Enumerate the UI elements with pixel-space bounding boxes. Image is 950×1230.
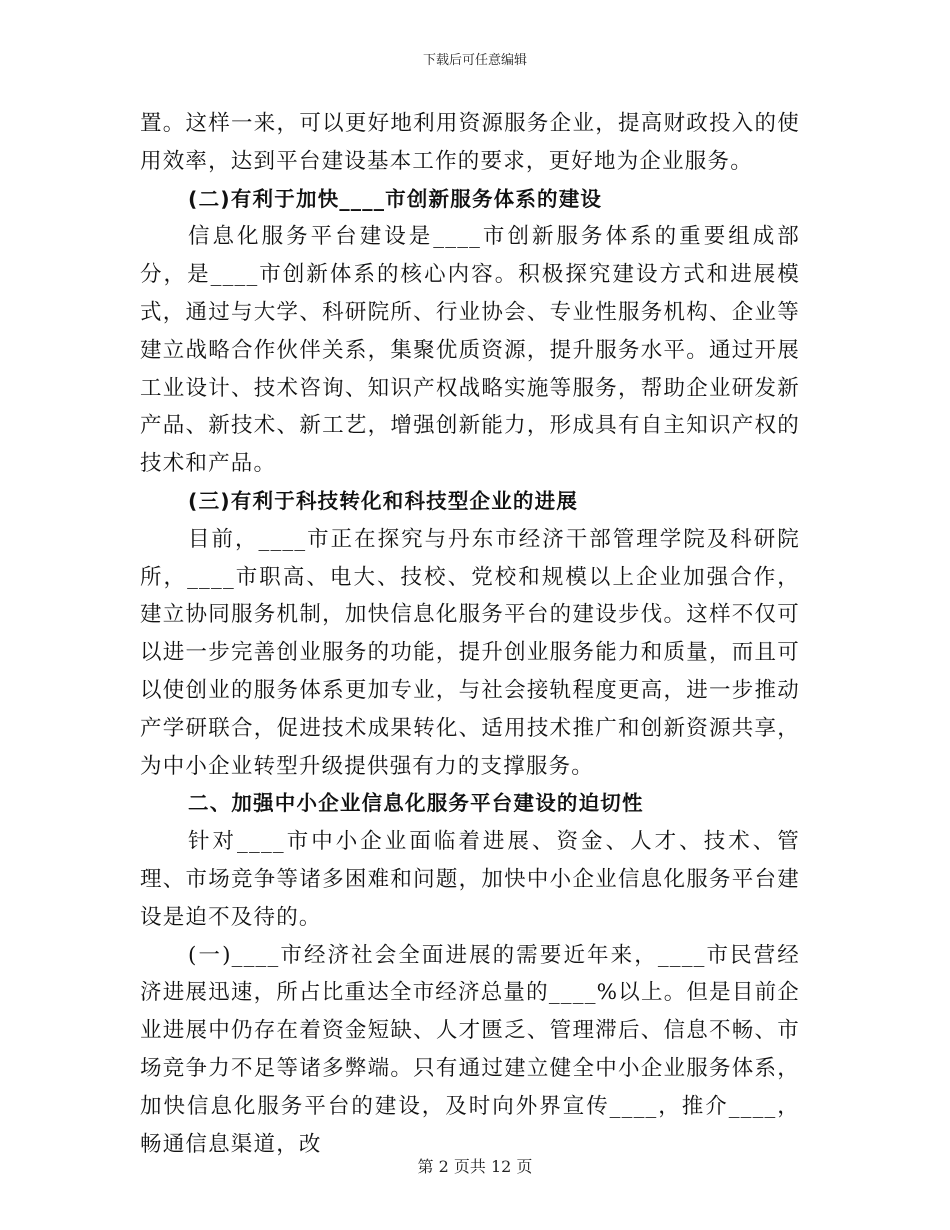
page-header-note: 下载后可任意编辑 — [422, 53, 527, 68]
section-heading-3: (三)有利于科技转化和科技型企业的进展 — [188, 488, 579, 513]
paragraph-continuation: 置。这样一来，可以更好地利用资源服务企业，提高财政投入的使用效率，达到平台建设基本工作的要求，更好地为企业服务。 — [140, 111, 800, 174]
paragraph-innovation-system: 信息化服务平台建设是____市创新服务体系的重要组成部分，是____市创新体系的核心内容。积极探究建设方式和进展模式，通过与大学、科研院所、行业协会、专业性服务机构、企业等建立战略合作伙伴关系，集聚优质资源，提升服务水平。通过开展工业设计、技术咨询、知识产权战略实施等服务，帮助企业研发新产品、新技术、新工艺，增强创新能力，形成具有自主知识产权的技术和产品。 — [140, 224, 800, 477]
document-body — [140, 105, 800, 1163]
section-heading-2: (二)有利于加快____市创新服务体系的建设 — [188, 186, 603, 211]
paragraph-tech-transfer: 目前，____市正在探究与丹东市经济干部管理学院及科研院所，____市职高、电大、技校、党校和规模以上企业加强合作，建立协同服务机制，加快信息化服务平台的建设步伐。这样不仅可以进一步完善创业服务的功能，提升创业服务能力和质量，而且可以使创业的服务体系更加专业，与社会接轨程度更高，进一步推动产学研联合，促进技术成果转化、适用技术推广和创新资源共享，为中小企业转型升级提供强有力的支撑服务。 — [140, 526, 800, 779]
paragraph-economic-needs: (一)____市经济社会全面进展的需要近年来，____市民营经济进展迅速，所占比重达全市经济总量的____%以上。但是目前企业进展中仍存在着资金短缺、人才匮乏、管理滞后、信息不畅、市场竞争力不足等诸多弊端。只有通过建立健全中小企业服务体系，加快信息化服务平台的建设，及时向外界宣传____，推介____，畅通信息渠道，改 — [140, 942, 800, 1157]
page-number-footer: 第 2 页共 12 页 — [417, 1157, 533, 1176]
paragraph-urgency-intro: 针对____市中小企业面临着进展、资金、人才、技术、管理、市场竞争等诸多困难和问题，加快中小企业信息化服务平台建设是迫不及待的。 — [140, 829, 800, 930]
chapter-heading-urgency: 二、加强中小企业信息化服务平台建设的迫切性 — [188, 791, 644, 816]
